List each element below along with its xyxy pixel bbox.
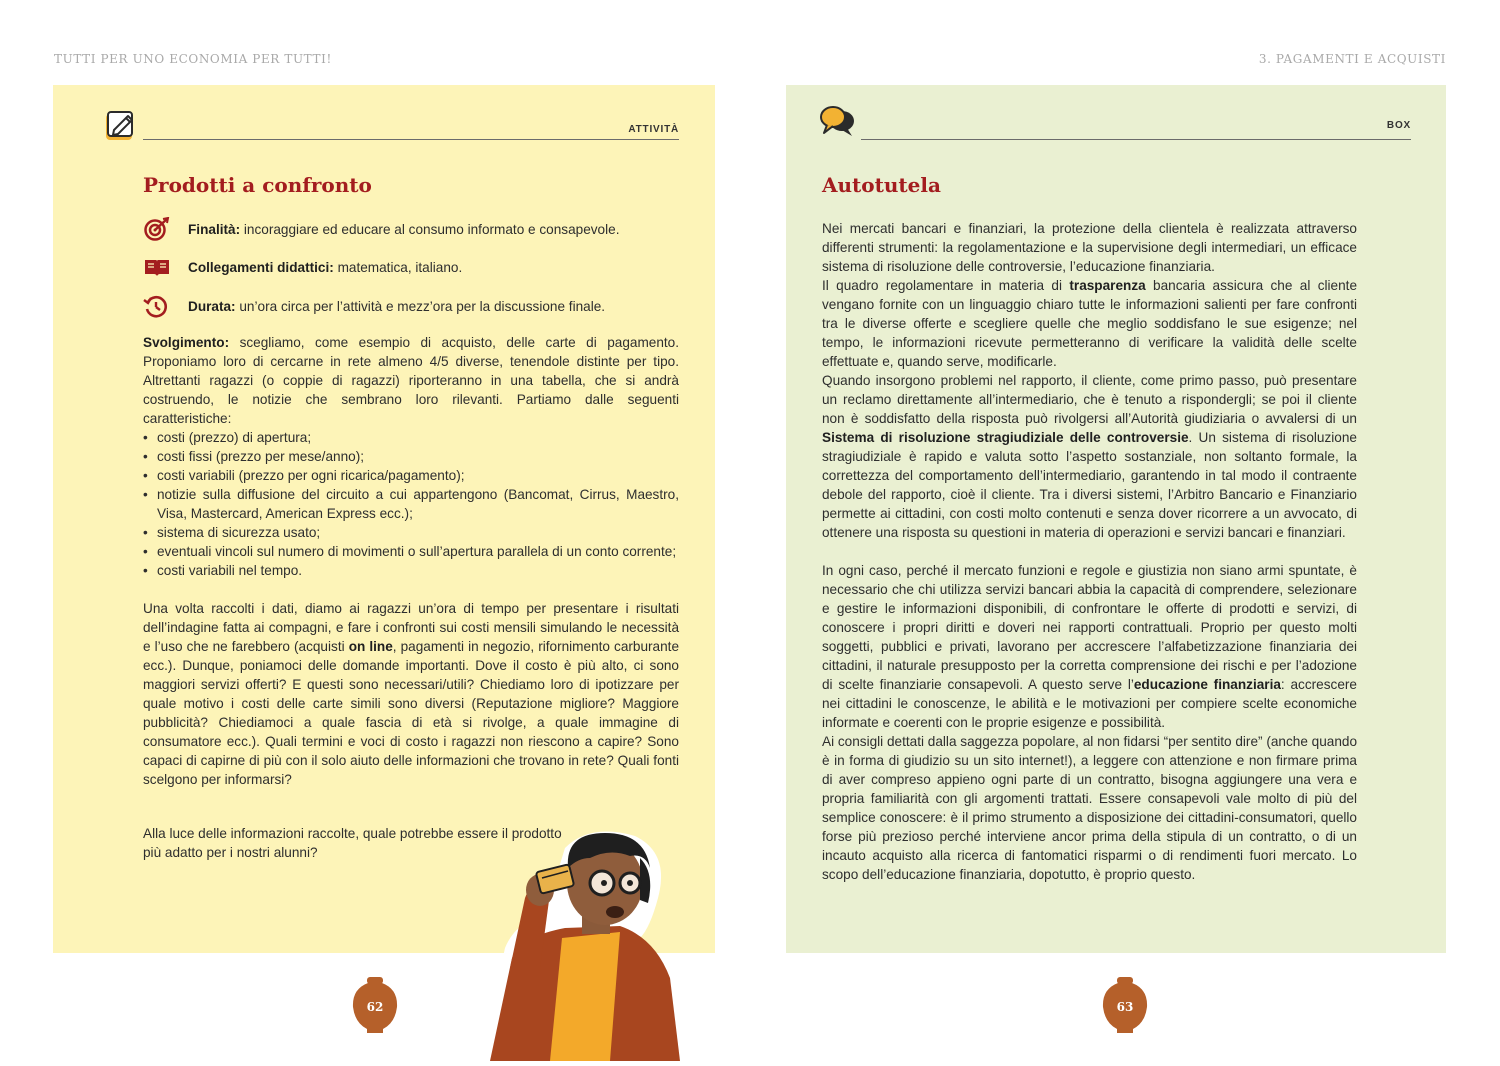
section-tag: ATTIVITÀ <box>628 124 679 135</box>
bold-term: trasparenza <box>1069 278 1146 293</box>
book-icon <box>143 255 171 279</box>
page-number-left <box>352 975 398 1035</box>
pencil-note-icon <box>104 108 138 142</box>
meta-text: matematica, italiano. <box>337 259 463 275</box>
paragraph-text: bancaria assicura che al cliente vengano fornite con un linguaggio chiaro tutte le informazioni salienti per fare confronti tra le diverse offerte e scegliere quelle che meglio soddisfano le sue esigenze; nel tempo, le informazioni ricevute permetteranno di verificare la validità delle scelte effettuate e, quando serve, modificarle. <box>822 278 1357 369</box>
paragraph-text: , pagamenti in negozio, rifornimento carburante ecc.). Dunque, poniamoci delle domande importanti. Dove il costo è più alto, ci sono maggiori servizi offerti? E questi sono necessari/utili? Chiediamo loro di ipotizzare per quale motivo i costi delle carte simili sono diversi (Reputazione migliore? Maggiore pubblicità? Chiediamoci a quale fascia di età si rivolge, a quale immagine di consumatore ecc.). Quali termini e voci di costo i ragazzi non riescono a capire? Sono capaci di capirne di più con il solo aiuto delle informazioni che trovano in rete? Quali fonti scelgono per informarsi? <box>143 639 680 787</box>
header-rule <box>861 139 1411 140</box>
meta-label: Finalità: <box>188 221 241 237</box>
clock-icon <box>143 294 171 318</box>
paragraph-text: Una volta raccolti i dati, diamo ai ragazzi un’ora di tempo per presentare i risultati dell’indagine fatta ai compagni, e fare i confronti sui costi mensili simulando le necessità e l’uso che ne farebbero (acquisti <box>143 601 679 654</box>
paragraph-text: Il quadro regolamentare in materia di <box>822 278 1063 293</box>
list-item: • costi variabili nel tempo. <box>143 561 679 580</box>
bold-term: educazione finanziaria <box>1133 677 1281 692</box>
page-number-right <box>1102 975 1148 1035</box>
meta-label: Collegamenti didattici: <box>188 259 334 275</box>
box-title: Autotutela <box>822 173 941 197</box>
box-body <box>822 219 1357 884</box>
target-icon <box>143 217 171 241</box>
meta-row-finalita <box>143 217 619 241</box>
svolgimento-label: Svolgimento: <box>143 335 230 350</box>
paragraph: Nei mercati bancari e finanziari, la protezione della clientela è realizzata attraverso differenti strumenti: la regolamentazione e la supervisione degli intermediari, un efficace sistema di risoluzione delle controversie, l’educazione finanziaria. <box>822 221 1357 274</box>
list-item: • costi (prezzo) di apertura; <box>143 428 679 447</box>
paragraph <box>822 371 1357 542</box>
box-panel <box>786 85 1446 953</box>
list-item: • sistema di sicurezza usato; <box>143 523 679 542</box>
running-header-left: TUTTI PER UNO ECONOMIA PER TUTTI! <box>54 52 332 66</box>
paragraph <box>822 276 1357 371</box>
activity-body <box>143 333 679 789</box>
running-header-right: 3. PAGAMENTI E ACQUISTI <box>1258 52 1446 66</box>
svolgimento-paragraph <box>143 333 679 428</box>
list-item: • notizie sulla diffusione del circuito a cui appartengono (Bancomat, Cirrus, Maestro, Visa, Mastercard, American Express ecc.); <box>143 485 679 523</box>
svolgimento-text: scegliamo, come esempio di acquisto, delle carte di pagamento. Proponiamo loro di cercarne in rete almeno 4/5 diverse, tenendole distinte per tipo. Altrettanti ragazzi (o coppie di ragazzi) riporteranno in una tabella, che si andrà costruendo, le notizie che sembrano loro rilevanti. Partiamo dalle seguenti caratteristiche: <box>143 335 680 426</box>
meta-row-durata <box>143 294 605 318</box>
bold-term: on line <box>348 639 393 654</box>
characteristics-list <box>143 428 679 580</box>
paragraph-text: In ogni caso, perché il mercato funzioni e regole e giustizia non siano armi spuntate, è necessario che chi utilizza servizi bancari abbia la capacità di comprendere, selezionare e gestire le informazioni disponibili, di confrontare le offerte di prodotti e servizi, di conoscere i propri diritti e doveri nei rapporti contrattuali. Proprio per questo molti soggetti, pubblici e privati, lavorano per accrescere l’alfabetizzazione finanziaria dei cittadini, il naturale presupposto per la corretta comprensione dei rischi e per l’adozione di scelte finanziarie consapevoli. A questo serve l’ <box>822 563 1357 692</box>
closing-question: Alla luce delle informazioni raccolte, quale potrebbe essere il prodotto più adatto per i nostri alunni? <box>143 826 562 860</box>
header-rule <box>143 139 679 140</box>
list-item: • eventuali vincoli sul numero di movimenti o sull’apertura parallela di un conto corrente; <box>143 542 679 561</box>
boy-with-card-illustration <box>470 828 700 1061</box>
results-paragraph <box>143 599 679 789</box>
speech-bubbles-icon <box>819 104 857 138</box>
meta-text: incoraggiare ed educare al consumo informato e consapevole. <box>243 221 620 237</box>
list-item: • costi fissi (prezzo per mese/anno); <box>143 447 679 466</box>
section-tag: BOX <box>1386 120 1411 131</box>
bold-term: Sistema di risoluzione stragiudiziale delle controversie <box>822 430 1189 445</box>
paragraph: Ai consigli dettati dalla saggezza popolare, al non fidarsi “per sentito dire” (anche quando è in forma di giudizio su un sito internet!), a leggere con attenzione e non firmare prima di aver compreso appieno ogni parte di un contratto, bisogna aggiungere una vera e propria familiarità con gli argomenti trattati. Essere consapevoli vale molto di più del semplice conoscere: è il primo strumento a disposizione dei cittadini-consumatori, quello forse più prezioso perché interviene ancor prima della stipula di un contratto, o di un incauto acquisto alla ricerca di fantomatici risparmi o di rendimenti fuori mercato. Lo scopo dell’educazione finanziaria, dopotutto, è proprio questo. <box>822 734 1358 882</box>
meta-text: un’ora circa per l’attività e mezz’ora per la discussione finale. <box>239 298 606 314</box>
paragraph <box>822 561 1357 732</box>
paragraph-text: : accrescere nei cittadini le conoscenze, le abilità e le motivazioni per compiere scelte economiche informate e coerenti con le proprie esigenze e possibilità. <box>822 677 1357 730</box>
meta-row-collegamenti <box>143 255 462 279</box>
paragraph-text: . Un sistema di risoluzione stragiudiziale è rapido e valuta sotto l’aspetto sostanziale, non soltanto formale, la correttezza del comportamento dell’intermediario, garantendo in tal modo il contraente debole del rapporto, cioè il cliente. Tra i diversi sistemi, l’Arbitro Bancario e Finanziario permette ai cittadini, con costi molto contenuti e senza dover ricorrere a un avvocato, di ottenere una risposta su questioni in materia di operazioni e servizi bancari e finanziari. <box>822 430 1357 540</box>
page-number-text: 62 <box>366 1000 384 1014</box>
page-number-text: 63 <box>1116 1000 1134 1014</box>
paragraph-text: Quando insorgono problemi nel rapporto, il cliente, come primo passo, può presentare un reclamo direttamente all’intermediario, che è tenuto a rispondergli; se poi il cliente non è soddisfatto della risposta può rivolgersi all’Autorità giudiziaria o avvalersi di un <box>822 373 1357 426</box>
activity-panel <box>53 85 715 953</box>
activity-title: Prodotti a confronto <box>143 173 372 197</box>
meta-label: Durata: <box>188 298 236 314</box>
list-item: • costi variabili (prezzo per ogni ricarica/pagamento); <box>143 466 679 485</box>
